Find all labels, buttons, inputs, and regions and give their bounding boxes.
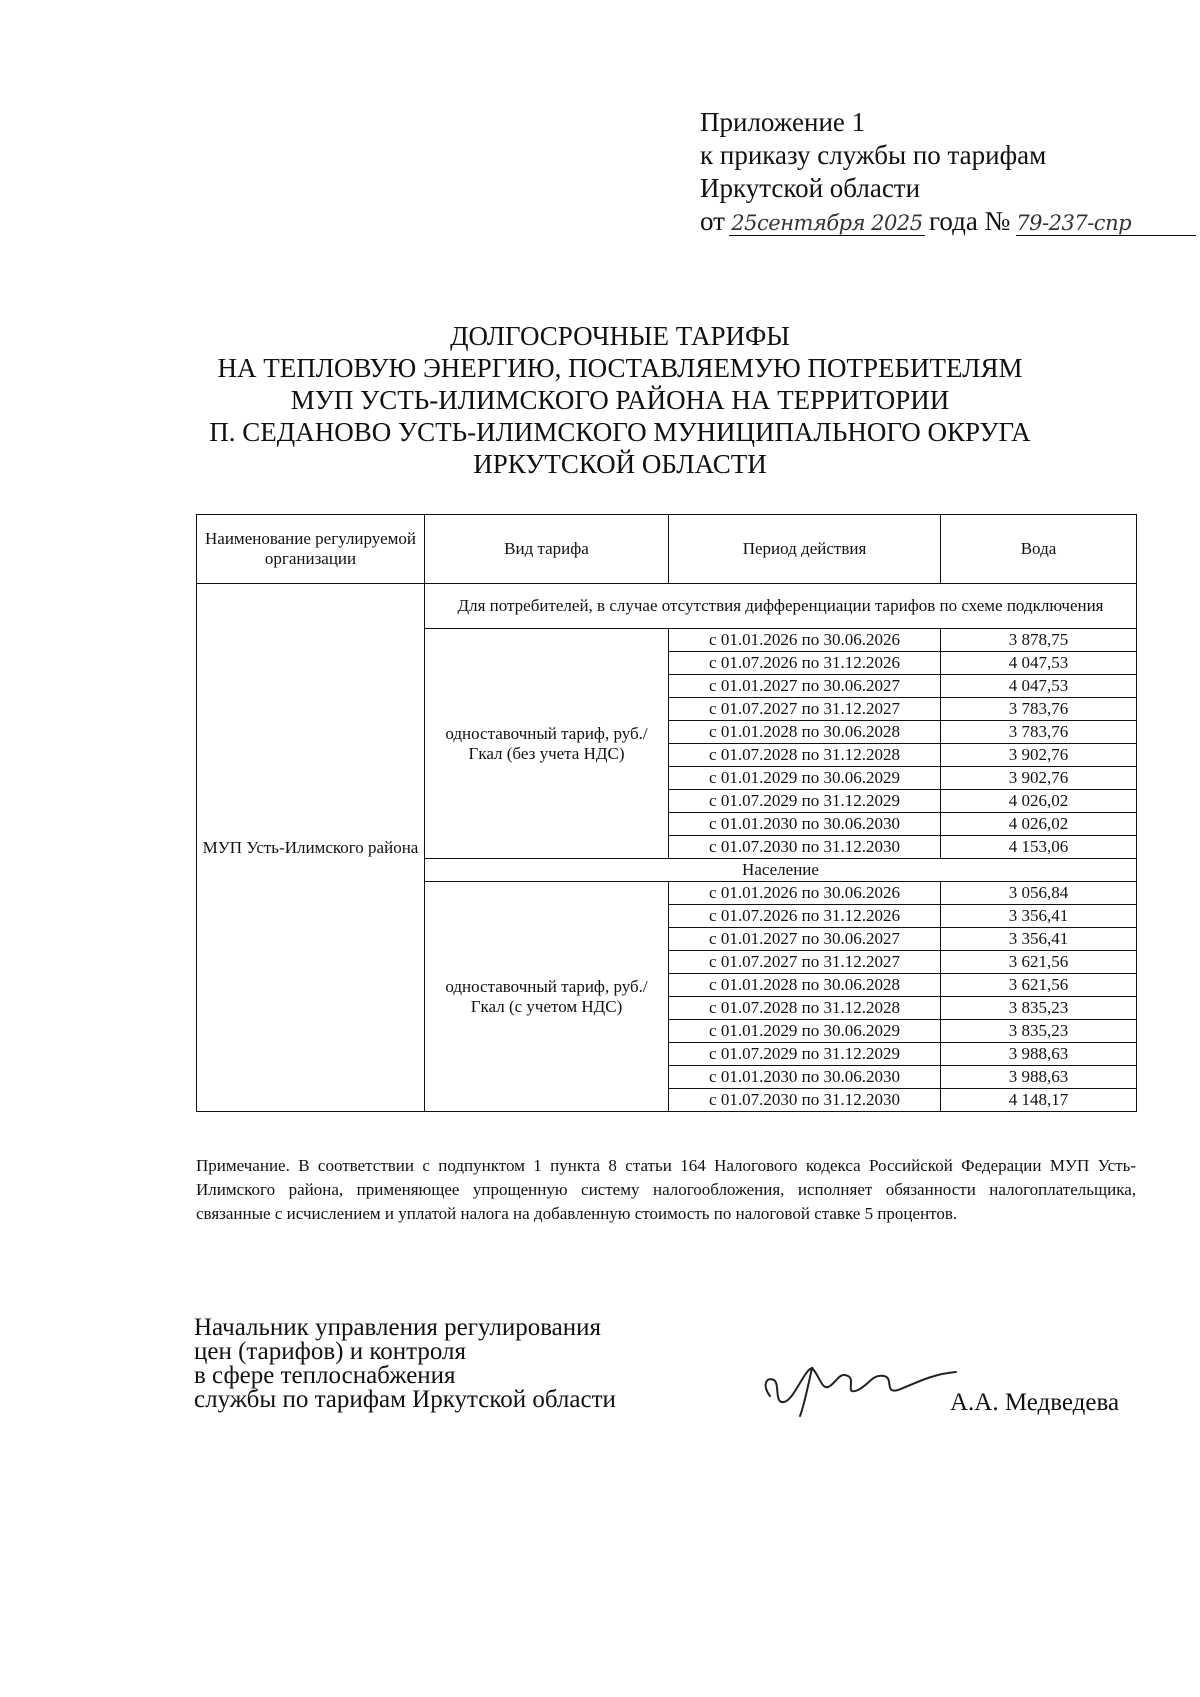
appendix-line-4 [700, 205, 1180, 238]
period-cell: с 01.01.2026 по 30.06.2026 [669, 629, 941, 652]
period-cell: с 01.01.2030 по 30.06.2030 [669, 813, 941, 836]
period-cell: с 01.01.2028 по 30.06.2028 [669, 974, 941, 997]
value-cell: 3 621,56 [941, 951, 1137, 974]
handwritten-signature-icon [760, 1346, 960, 1426]
period-cell: с 01.07.2026 по 31.12.2026 [669, 652, 941, 675]
value-cell: 3 356,41 [941, 905, 1137, 928]
signature-line-4: службы по тарифам Иркутской области [194, 1386, 616, 1413]
title-line-1: ДОЛГОСРОЧНЫЕ ТАРИФЫ [450, 321, 790, 351]
value-cell: 3 056,84 [941, 882, 1137, 905]
period-cell: с 01.07.2030 по 31.12.2030 [669, 836, 941, 859]
value-cell: 4 153,06 [941, 836, 1137, 859]
value-cell: 3 878,75 [941, 629, 1137, 652]
value-cell: 3 902,76 [941, 767, 1137, 790]
period-cell: с 01.01.2027 по 30.06.2027 [669, 928, 941, 951]
header-tariff-type: Вид тарифа [425, 515, 669, 584]
period-cell: с 01.01.2026 по 30.06.2026 [669, 882, 941, 905]
value-cell: 4 047,53 [941, 675, 1137, 698]
period-cell: с 01.07.2030 по 31.12.2030 [669, 1089, 941, 1112]
table-body [197, 584, 1137, 1112]
organization-cell: МУП Усть-Илимского района [197, 584, 425, 1112]
handwritten-order-number: 79-237-спр [1016, 211, 1196, 236]
tariff-type-cell: одноставочный тариф, руб./Гкал (без учета НДС) [425, 629, 669, 859]
note-paragraph: Примечание. В соответствии с подпунктом 1 пункта 8 статьи 164 Налогового кодекса Российской Федерации МУП Усть-Илимского района, применяющее упрощенную систему налогообложения, исполняет обязанности налогоплательщика, связанные с исчислением и уплатой налога на добавленную стоимость по налоговой ставке 5 процентов. [196, 1156, 1136, 1223]
period-cell: с 01.01.2028 по 30.06.2028 [669, 721, 941, 744]
signature-line-2: цен (тарифов) и контроля [194, 1338, 466, 1365]
period-cell: с 01.07.2027 по 31.12.2027 [669, 951, 941, 974]
tariff-type-cell: одноставочный тариф, руб./Гкал (с учетом НДС) [425, 882, 669, 1112]
value-cell: 4 148,17 [941, 1089, 1137, 1112]
value-cell: 3 988,63 [941, 1043, 1137, 1066]
period-cell: с 01.07.2026 по 31.12.2026 [669, 905, 941, 928]
value-cell: 4 047,53 [941, 652, 1137, 675]
header-organization: Наименование регулируемой организации [197, 515, 425, 584]
header-period: Период действия [669, 515, 941, 584]
period-cell: с 01.07.2027 по 31.12.2027 [669, 698, 941, 721]
value-cell: 4 026,02 [941, 813, 1137, 836]
group-label-population: Население [425, 859, 1137, 882]
appendix-year-word: года № [928, 206, 1011, 236]
value-cell: 3 783,76 [941, 721, 1137, 744]
value-cell: 3 783,76 [941, 698, 1137, 721]
period-cell: с 01.01.2029 по 30.06.2029 [669, 1020, 941, 1043]
appendix-line-2: к приказу службы по тарифам [700, 140, 1047, 170]
value-cell: 3 356,41 [941, 928, 1137, 951]
group-row [197, 584, 1137, 629]
value-cell: 3 835,23 [941, 997, 1137, 1020]
period-cell: с 01.07.2028 по 31.12.2028 [669, 744, 941, 767]
tariffs-table [196, 514, 1137, 1112]
period-cell: с 01.07.2029 по 31.12.2029 [669, 1043, 941, 1066]
signature-line-1: Начальник управления регулирования [194, 1314, 602, 1341]
value-cell: 3 835,23 [941, 1020, 1137, 1043]
value-cell: 4 026,02 [941, 790, 1137, 813]
appendix-from-word: от [700, 206, 725, 236]
period-cell: с 01.01.2029 по 30.06.2029 [669, 767, 941, 790]
value-cell: 3 902,76 [941, 744, 1137, 767]
period-cell: с 01.01.2027 по 30.06.2027 [669, 675, 941, 698]
period-cell: с 01.07.2029 по 31.12.2029 [669, 790, 941, 813]
value-cell: 3 621,56 [941, 974, 1137, 997]
appendix-line-1: Приложение 1 [700, 107, 866, 137]
period-cell: с 01.01.2030 по 30.06.2030 [669, 1066, 941, 1089]
appendix-line-3: Иркутской области [700, 173, 921, 203]
period-cell: с 01.07.2028 по 31.12.2028 [669, 997, 941, 1020]
title-line-4: П. СЕДАНОВО УСТЬ-ИЛИМСКОГО МУНИЦИПАЛЬНОГО ОКРУГА [209, 417, 1031, 447]
value-cell: 3 988,63 [941, 1066, 1137, 1089]
handwritten-date: 25сентября 2025 [729, 211, 925, 236]
table-header-row [197, 515, 1137, 584]
signer-name: А.А. Медведева [950, 1389, 1120, 1416]
appendix-header [700, 106, 1180, 238]
signature-title-block [194, 1316, 714, 1412]
title-line-2: НА ТЕПЛОВУЮ ЭНЕРГИЮ, ПОСТАВЛЯЕМУЮ ПОТРЕБИТЕЛЯМ [217, 353, 1023, 383]
title-line-5: ИРКУТСКОЙ ОБЛАСТИ [473, 449, 767, 479]
signature-line-3: в сфере теплоснабжения [194, 1362, 456, 1389]
header-water: Вода [941, 515, 1137, 584]
group-label-general: Для потребителей, в случае отсутствия дифференциации тарифов по схеме подключения [425, 584, 1137, 629]
document-title [180, 320, 1060, 480]
title-line-3: МУП УСТЬ-ИЛИМСКОГО РАЙОНА НА ТЕРРИТОРИИ [290, 385, 950, 415]
